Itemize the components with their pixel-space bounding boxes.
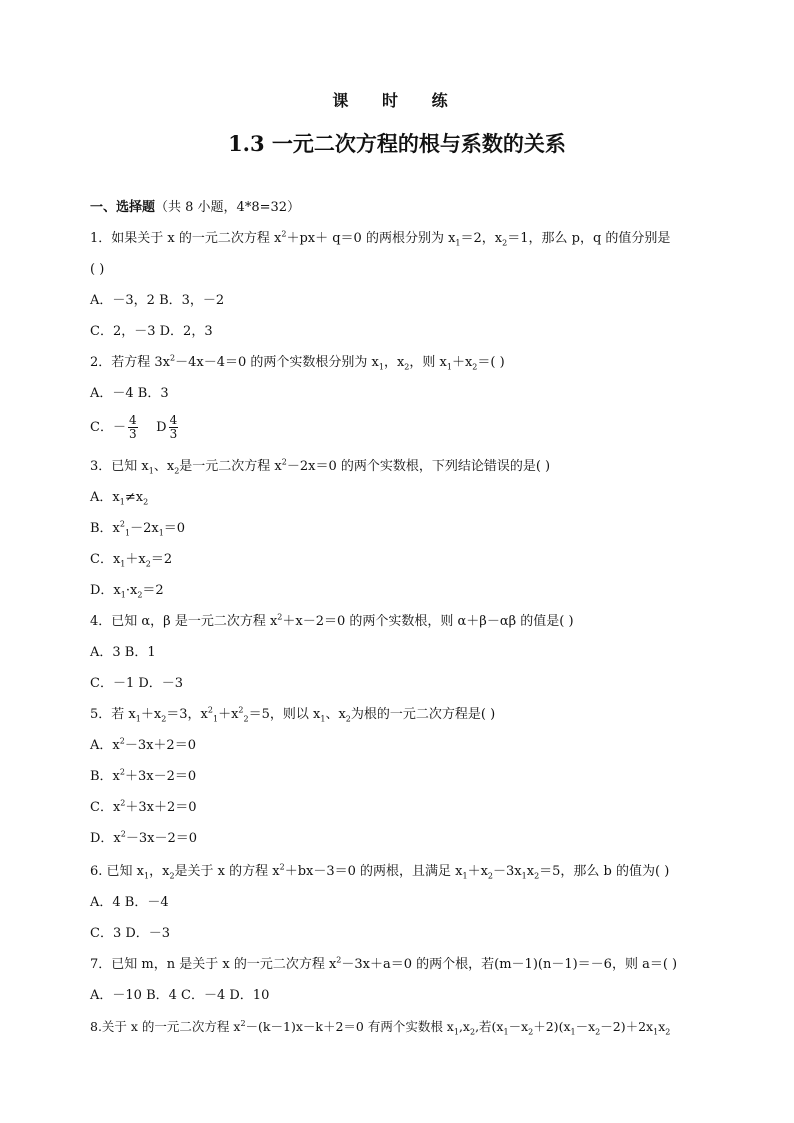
question-6: 6. 已知 $x_1$，$x_2$是关于 x 的方程 $x^2+bx-3=0$ 的两根，且满足 $x_1+x_2-3x_1x_2=5$，那么 b 的值为( ) <box>90 862 670 881</box>
question-5-option-a: A．$x^2-3x+2=0$ <box>90 736 196 753</box>
question-5-option-b: B．$x^2+3x-2=0$ <box>90 767 197 784</box>
question-3-option-c: C．$x_1+x_2=2$ <box>90 552 173 569</box>
question-5-option-d: D．$x^2-3x-2=0$ <box>90 829 198 846</box>
question-5-option-c: C．$x^2+3x+2=0$ <box>90 798 197 815</box>
page-header-title: 课 时 练 <box>332 91 462 110</box>
question-4-options-cd: C．－1 D．－3 <box>90 676 184 691</box>
question-4-options-ab: A．3 B．1 <box>90 645 156 660</box>
question-7-options: A．－10 B．4 C．－4 D．10 <box>90 988 270 1003</box>
section-heading <box>90 200 300 216</box>
question-1: 1．如果关于 x 的一元二次方程 $x^2+px+ q=0$ 的两根分别为 $x_1=2$，$x_2=1$，那么 p，q 的值分别是 <box>90 229 671 248</box>
question-2-options-ab: A．－4 B．3 <box>90 386 169 401</box>
question-3-option-d: D．$x_1\cdot x_2=2$ <box>90 583 164 600</box>
question-2: 2．若方程 $3x^2-4x-4=0$ 的两个实数根分别为 $x_1$，$x_2$，则 $x_1+x_2=$( ) <box>90 353 505 372</box>
question-3: 3．已知 $x_1$、$x_2$是一元二次方程 $x^2-2x=0$ 的两个实数根，下列结论错误的是( ) <box>90 457 551 476</box>
question-3-option-b: B．$x^2_1-2x_1=0$ <box>90 519 186 538</box>
question-6-options-ab: A．4 B．－4 <box>90 895 169 910</box>
section-info: （共 8 小题，4*8=32） <box>155 200 301 215</box>
fraction-four-thirds: $\frac{4}{3}$ <box>169 413 178 441</box>
section-label: 一、选择题 <box>90 200 156 215</box>
question-8: 8.关于 x 的一元二次方程 $x^2-(k-1)x-k+2=0$ 有两个实数根 $x_1,x_2$,若$(x_1-x_2+2)(x_1-x_2-2)+2x_1x_2$ <box>90 1018 671 1037</box>
question-1-options-cd: C．2，－3 D．2，3 <box>90 324 213 339</box>
question-7: 7．已知 m，n 是关于 x 的一元二次方程 $x^2-3x+a=0$ 的两个根，若(m－1)(n－1)＝－6，则 a＝( ) <box>90 955 678 972</box>
question-5: 5．若 $x_1+x_2=3$，$x^2_1+x^2_2=5$，则以 $x_1$、$x_2$为根的一元二次方程是( ) <box>90 705 496 724</box>
question-1-options-ab: A．－3，2 B．3，－2 <box>90 293 225 308</box>
page-title: 1.3 一元二次方程的根与系数的关系 <box>228 131 566 156</box>
fraction-four-thirds: $\frac{4}{3}$ <box>128 413 137 441</box>
question-2-options-cd: C．－ $\frac{4}{3}$ D $\frac{4}{3}$ <box>90 413 178 441</box>
question-1-paren: ( ) <box>90 262 105 277</box>
question-3-option-a: A．$x_1\ne x_2$ <box>90 490 149 507</box>
question-6-options-cd: C．3 D．－3 <box>90 926 171 941</box>
question-4: 4．已知 α，β 是一元二次方程 $x^2+x-2=0$ 的两个实数根，则 α＋β－αβ 的值是( ) <box>90 612 574 629</box>
